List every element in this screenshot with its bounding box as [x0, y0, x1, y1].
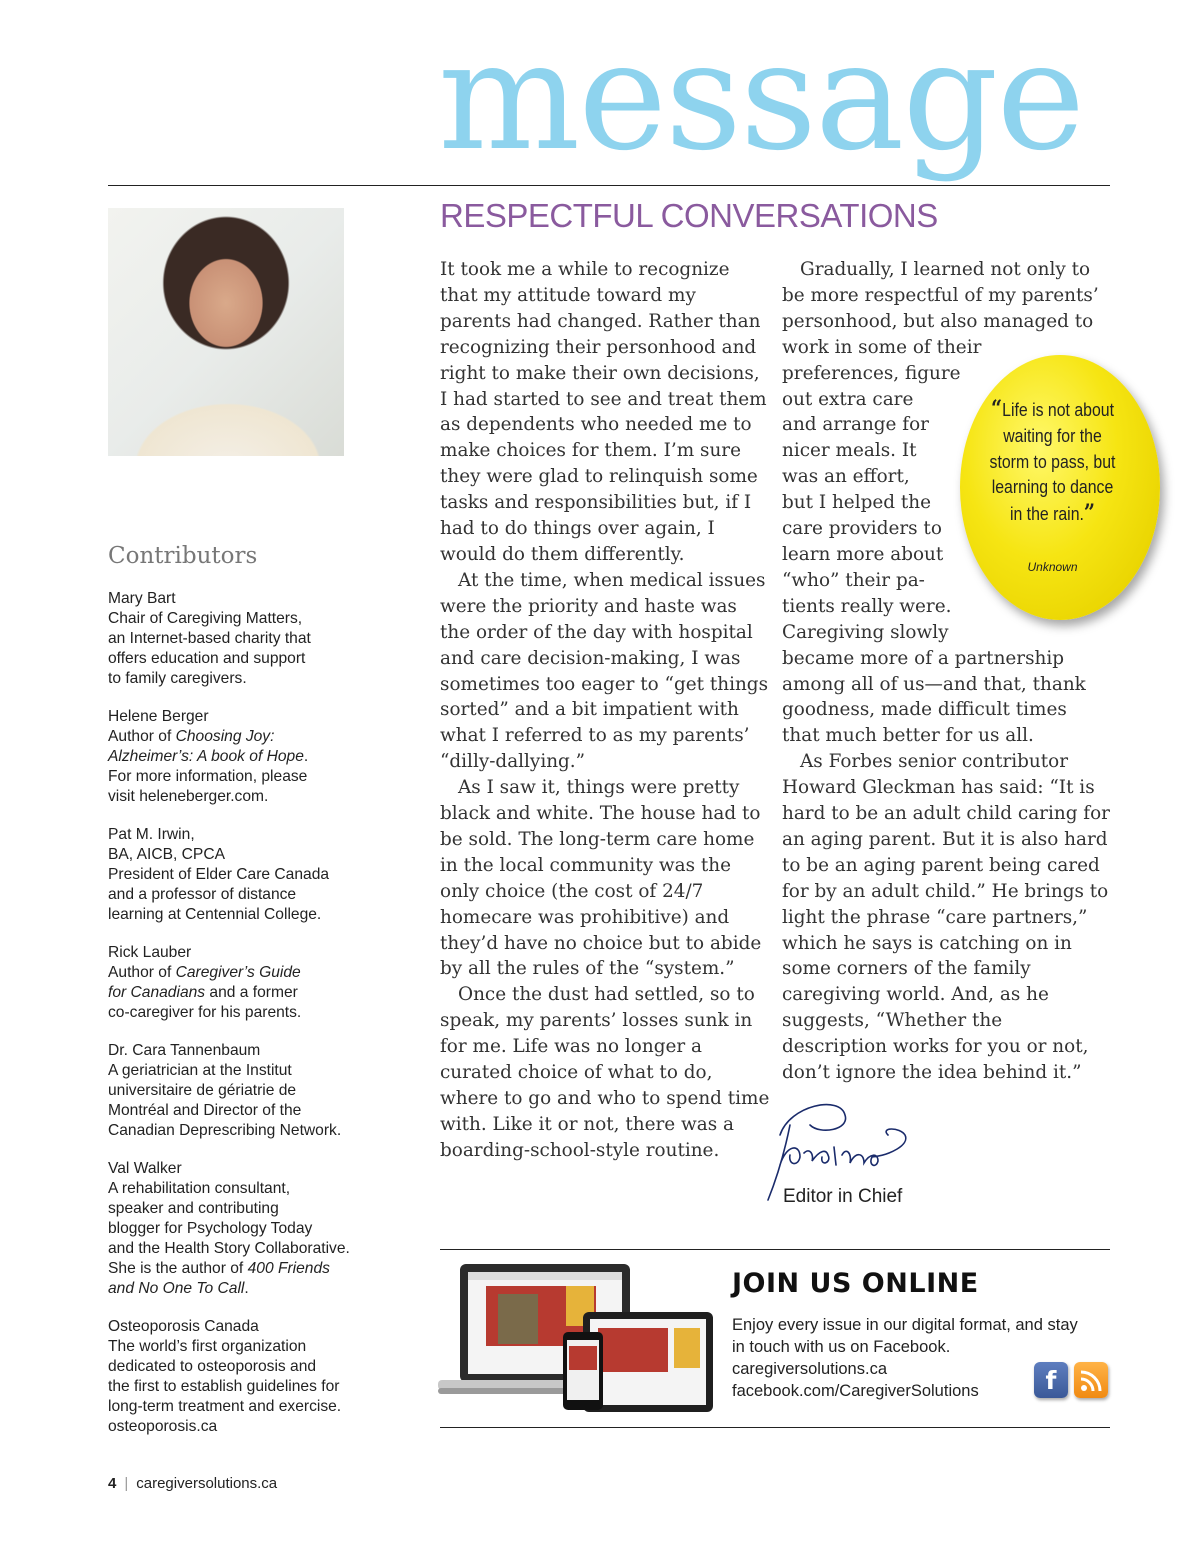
contributor-line: President of Elder Care Canada	[108, 866, 330, 883]
contributor-entry	[108, 1317, 388, 1437]
contributor-line: long-term treatment and exercise.	[108, 1398, 342, 1415]
article-column-1	[440, 257, 770, 1164]
contributor-line: universitaire de gériatrie de	[108, 1082, 297, 1099]
contributor-line: Author of Caregiver’s Guide	[108, 964, 301, 981]
contributor-entry	[108, 825, 388, 925]
facebook-link[interactable]: facebook.com/CaregiverSolutions	[732, 1382, 979, 1400]
contributor-line: Montréal and Director of the	[108, 1102, 302, 1119]
facebook-icon[interactable]: f	[1034, 1362, 1068, 1398]
contributor-line: and a professor of distance	[108, 886, 297, 903]
pull-quote-text: Life is not about waiting for the storm to pass, but learning to dance in the rain.	[989, 400, 1116, 525]
open-quote-mark: “	[991, 396, 1003, 422]
line: personhood, but also managed to	[782, 310, 1094, 332]
paragraph: As Forbes senior contributor Howard Gleckman has said: “It is hard to be an adult child caring for an aging parent. But it is also hard to be an aging parent being cared for by an adult child.” He brings to light the phrase “care partners,” which he says is catching on in some corners of the family caregiving world. And, as he suggests, “Whether the description works for you or not, don’t ignore the idea behind it.”	[782, 751, 1110, 1084]
pull-quote	[984, 397, 1120, 528]
contributor-entry	[108, 589, 388, 689]
contributor-line: learning at Centennial College.	[108, 906, 322, 923]
website-link[interactable]: caregiversolutions.ca	[732, 1360, 887, 1378]
line: be more respectful of my parents’	[782, 284, 1099, 306]
join-line: in touch with us on Facebook.	[732, 1338, 951, 1356]
contributor-line: Author of Choosing Joy:	[108, 728, 275, 745]
line: became more of a partnership	[782, 647, 1065, 669]
contributor-line: and No One To Call.	[108, 1280, 249, 1297]
top-divider	[108, 185, 1110, 186]
contributor-entry	[108, 943, 388, 1023]
page-footer: 4 | caregiversolutions.ca	[108, 1475, 278, 1492]
contributor-line: speaker and contributing	[108, 1200, 279, 1217]
contributor-name: Dr. Cara Tannenbaum	[108, 1042, 261, 1059]
line: tients really were.	[782, 595, 952, 617]
article-heading: RESPECTFUL CONVERSATIONS	[440, 197, 938, 234]
line: among all of us—and that, thank	[782, 673, 1086, 695]
contributor-line: an Internet-based charity that	[108, 630, 311, 647]
line: work in some of their	[782, 336, 982, 358]
paragraph: Once the dust had settled, so to speak, my parents’ losses sunk in for me. Life was no longer a curated choice of what to do, where to go and who to spend time with. Like it or not, there was a boarding-school-style routine.	[440, 984, 770, 1161]
paragraph: As I saw it, things were pretty black and white. The house had to be sold. The long-term care home in the local community was the only choice (the cost of 24/7 homecare was prohibitive) and they’d have no choice but to abide by all the rules of the “system.”	[440, 777, 762, 980]
line: but I helped the	[782, 492, 931, 514]
contributor-entry	[108, 1041, 388, 1141]
rss-icon[interactable]	[1074, 1362, 1108, 1398]
contributor-entry	[108, 707, 388, 807]
line: Caregiving slowly	[782, 621, 949, 643]
contributors-heading: Contributors	[108, 543, 258, 569]
contributor-line: offers education and support	[108, 650, 306, 667]
editor-photo	[108, 208, 344, 456]
paragraph: At the time, when medical issues were the priority and haste was the order of the day with hospital and care decision-making, I was sometimes too eager to “get things sorted” and a bit impatient with what I referred to as my parents’ “dilly-dallying.”	[440, 569, 769, 773]
contributor-name: Helene Berger	[108, 708, 209, 725]
paragraph: It took me a while to recognize that my attitude toward my parents had changed. Rather than recognizing their personhood and right to make their own decisions, I had started to see and treat them as dependents who needed me to make choices for them. I’m sure they were glad to relinquish some tasks and responsibilities but, if I had to do things over again, I would do them differently.	[440, 259, 767, 565]
contributor-credentials: BA, AICB, CPCA	[108, 846, 225, 863]
contributor-line: visit heleneberger.com.	[108, 788, 269, 805]
contributor-line: for Canadians and a former	[108, 984, 298, 1001]
contributor-line: Chair of Caregiving Matters,	[108, 610, 303, 627]
contributor-name: Rick Lauber	[108, 944, 192, 961]
contributor-line: blogger for Psychology Today	[108, 1220, 313, 1237]
page-number: 4	[108, 1475, 117, 1492]
contributor-line: the first to establish guidelines for	[108, 1378, 340, 1395]
contributor-line: dedicated to osteoporosis and	[108, 1358, 317, 1375]
contributor-line: She is the author of 400 Friends	[108, 1260, 330, 1277]
contributor-name: Mary Bart	[108, 590, 176, 607]
contributors-list	[108, 589, 388, 1455]
line: goodness, made difficult times	[782, 699, 1067, 721]
join-heading: JOIN US ONLINE	[732, 1268, 979, 1299]
contributor-line: The world’s first organization	[108, 1338, 307, 1355]
contributor-name: Pat M. Irwin,	[108, 826, 195, 843]
contributor-line: Alzheimer’s: A book of Hope.	[108, 748, 309, 765]
pull-quote-author: Unknown	[1027, 560, 1078, 574]
join-line: Enjoy every issue in our digital format, and stay	[732, 1316, 1078, 1334]
contributor-line: Canadian Deprescribing Network.	[108, 1122, 342, 1139]
contributor-line: to family caregivers.	[108, 670, 247, 687]
editor-title: Editor in Chief	[783, 1186, 903, 1207]
contributor-entry	[108, 1159, 388, 1299]
contributor-name: Val Walker	[108, 1160, 182, 1177]
line: and arrange for	[782, 414, 929, 436]
line: out extra care	[782, 388, 914, 410]
line: care providers to	[782, 518, 942, 540]
line: “who” their pa-	[782, 569, 925, 591]
contributor-line: and the Health Story Collaborative.	[108, 1240, 350, 1257]
contributor-line: A rehabilitation consultant,	[108, 1180, 291, 1197]
contributor-line: A geriatrician at the Institut	[108, 1062, 292, 1079]
join-top-divider	[440, 1249, 1110, 1250]
footer-site: caregiversolutions.ca	[136, 1475, 278, 1492]
devices-illustration	[438, 1262, 723, 1422]
line: learn more about	[782, 543, 944, 565]
contributor-line: For more information, please	[108, 768, 308, 785]
close-quote-mark: ”	[1083, 500, 1096, 527]
line: was an effort,	[782, 466, 910, 488]
line: nicer meals. It	[782, 440, 917, 462]
line: Gradually, I learned not only to	[800, 259, 1091, 280]
masthead-title: message	[438, 10, 1084, 184]
join-bottom-divider	[440, 1427, 1110, 1428]
contributor-line: co-caregiver for his parents.	[108, 1004, 302, 1021]
contributor-link[interactable]: osteoporosis.ca	[108, 1418, 218, 1435]
contributor-name: Osteoporosis Canada	[108, 1318, 259, 1335]
line: that much better for us all.	[782, 725, 1034, 747]
line: preferences, figure	[782, 362, 961, 384]
